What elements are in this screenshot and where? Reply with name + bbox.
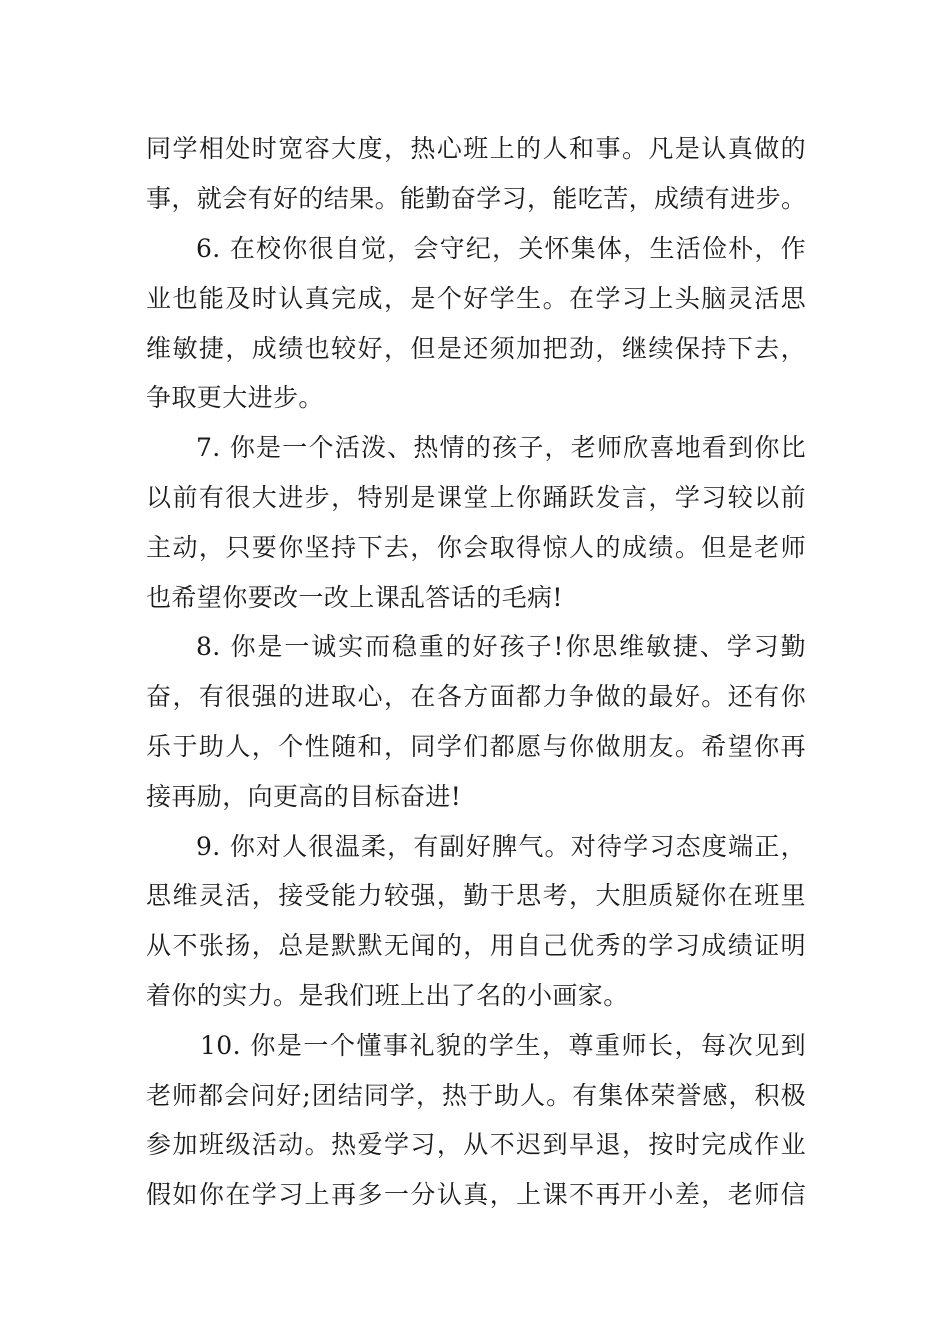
text-line: 6. 在校你很自觉，会守纪，关怀集体，生活俭朴，作 <box>196 234 806 263</box>
text-line: 从不张扬，总是默默无闻的，用自己优秀的学习成绩证明 <box>146 931 806 960</box>
text-line: 主动，只要你坚持下去，你会取得惊人的成绩。但是老师 <box>146 533 806 562</box>
text-line: 接再励，向更高的目标奋进! <box>146 782 462 811</box>
text-line: 同学相处时宽容大度，热心班上的人和事。凡是认真做的 <box>146 134 806 163</box>
text-line: 8. 你是一诚实而稳重的好孩子!你思维敏捷、学习勤 <box>196 632 806 661</box>
text-line: 假如你在学习上再多一分认真，上课不再开小差，老师信 <box>146 1180 806 1209</box>
text-line: 10. 你是一个懂事礼貌的学生，尊重师长，每次见到 <box>200 1031 806 1060</box>
text-line: 业也能及时认真完成，是个好学生。在学习上头脑灵活思 <box>146 284 806 313</box>
text-line: 也希望你要改一改上课乱答话的毛病! <box>146 583 563 612</box>
text-line: 以前有很大进步，特别是课堂上你踊跃发言，学习较以前 <box>146 483 806 512</box>
text-line: 争取更大进步。 <box>146 383 324 412</box>
text-line: 事，就会有好的结果。能勤奋学习，能吃苦，成绩有进步。 <box>146 184 806 213</box>
text-line: 维敏捷，成绩也较好，但是还须加把劲，继续保持下去， <box>146 334 806 363</box>
text-line: 思维灵活，接受能力较强，勤于思考，大胆质疑你在班里 <box>146 881 806 910</box>
text-line: 7. 你是一个活泼、热情的孩子，老师欣喜地看到你比 <box>196 433 806 462</box>
text-line: 着你的实力。是我们班上出了名的小画家。 <box>146 981 629 1010</box>
text-line: 老师都会问好;团结同学，热于助人。有集体荣誉感，积极 <box>146 1081 806 1110</box>
text-line: 参加班级活动。热爱学习，从不迟到早退，按时完成作业 <box>146 1130 806 1159</box>
text-line: 乐于助人，个性随和，同学们都愿与你做朋友。希望你再 <box>146 732 806 761</box>
text-line: 9. 你对人很温柔，有副好脾气。对待学习态度端正， <box>196 832 806 861</box>
text-line: 奋，有很强的进取心，在各方面都力争做的最好。还有你 <box>146 682 806 711</box>
